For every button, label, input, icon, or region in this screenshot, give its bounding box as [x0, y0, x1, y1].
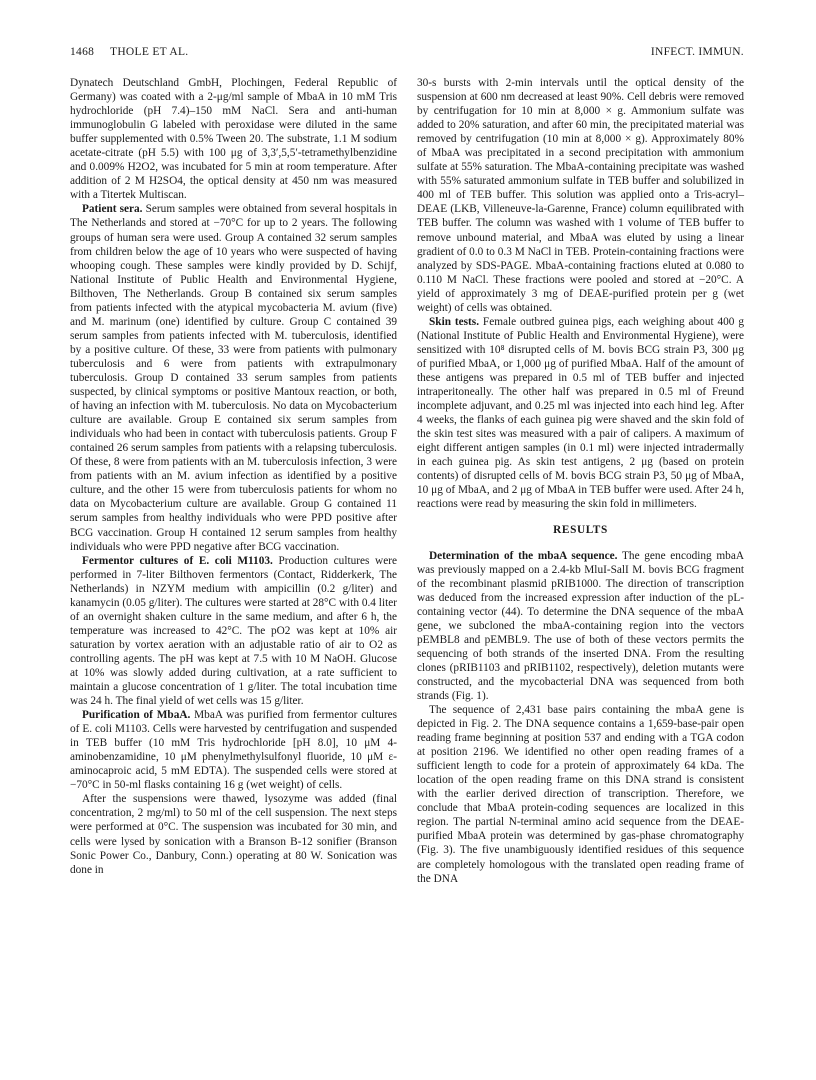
patient-sera-text: Serum samples were obtained from several hospitals in The Netherlands and stored at −70°C for up to 2 years. The following groups of human sera were used. Group A contained 32 serum samples from children below the age of 10 years who were suspected of having whooping cough. These samples were kindly provided by D. Schijf, National Institute of Public Health and Environmental Hygiene, Bilthoven, The Netherlands. Group B contained six serum samples from patients infected with the atypical mycobacteria M. avium (five) and M. marinum (one) identified by culture. Group C contained 39 serum samples from patients infected with M. tuberculosis, identified by a positive culture. Of these, 33 were from patients with pulmonary tuberculosis and 6 were from patients with extrapulmonary tuberculosis. Group D contained 33 serum samples from patients suspected, by clinical symptoms or positive Mantoux reaction, or both, of having an infection with M. tuberculosis. No data on Mycobacterium culture are available. Group E contained six serum samples from individuals who had been in contact with tuberculosis patients. Group F contained 26 serum samples from patients with a relapsing tuberculosis. Of these, 8 were from patients with an M. tuberculosis infection, 3 were from patients with an M. avium infection as identified by a positive culture, and the other 15 were from tuberculosis patients for whom no data on Mycobacterium culture are available. Group G contained 11 serum samples from healthy individuals who were PPD positive after BCG vaccination. Group H contained 12 serum samples from healthy individuals who were PPD negative after BCG vaccination. — [70, 203, 397, 553]
determination-heading: Determination of the mbaA sequence. — [429, 549, 618, 562]
determination-paragraph — [417, 549, 744, 704]
left-column — [70, 76, 397, 877]
patient-sera-heading: Patient sera. — [82, 203, 143, 216]
fermentor-paragraph — [70, 554, 397, 709]
determination-text: The gene encoding mbaA was previously mapped on a 2.4-kb MluI-SalI M. bovis BCG fragment of the recombinant plasmid pRIB1000. The direction of transcription was deduced from the increased expression after induction of the pL-containing vector (44). To determine the DNA sequence of the mbaA gene, we subcloned the mbaA-containing region into the vectors pEMBL8 and pEMBL9. The use of both of these vectors permits the sequencing of both strands of the inserted DNA. From the resulting clones (pRIB1103 and pRIB1102, respectively), deletion mutants were constructed, and the mycobacterial DNA was sequenced from both strands (Fig. 1). — [417, 549, 744, 702]
right-column — [417, 76, 744, 886]
purification-paragraph — [70, 708, 397, 792]
fermentor-text: Production cultures were performed in 7-liter Bilthoven fermentors (Contact, Ridderkerk, The Netherlands) in NZYM medium with ampicillin (0.2 g/liter) and kanamycin (0.05 g/liter). The cultures were started at 28°C with 0.4 liter of an overnight shaken culture in the same medium, and after 6 h, the temperature was increased to 42°C. The pO2 was kept at 10% air saturation by vortex aeration with an adjustable ratio of air to O2 as controlling agents. The pH was kept at 7.5 with 10 M NaOH. Glucose at 10% was slowly added during cultivation, at a rate sufficient to maintain a glucose concentration of 1 g/liter. The total incubation time was 24 h. The final yield of wet cells was 15 g/liter. — [70, 554, 397, 708]
skin-tests-paragraph — [417, 315, 744, 512]
purification-continuation: 30-s bursts with 2-min intervals until the optical density of the suspension at 600 nm decreased at least 90%. Cell debris were removed by centrifugation for 10 min at 8,000 × g. Ammonium sulfate was added to 20% saturation, and after 60 min, the precipitated material was removed by centrifugation (10 min at 8,000 × g). Approximately 80% of MbaA was precipitated in a second precipitation with ammonium sulfate at 55% saturation. The MbaA-containing precipitate was washed with 55% saturated ammonium sulfate in TEB buffer and solubilized in 400 ml of TEB buffer. This solution was applied onto a Tris-acryl–DEAE (LKB, Villeneuve-la-Garenne, France) column equilibrated with TEB buffer. The column was washed with 1 volume of TEB buffer to remove unbound material, and MbaA was eluted by using a linear gradient of 0.0 to 0.3 M NaCl in TEB. Protein-containing fractions were analyzed by SDS-PAGE. MbaA-containing fractions eluted at 0.080 to 0.110 M NaCl. These fractions were pooled and stored at −20°C. A yield of approximately 3 mg of DEAE-purified protein per g (wet weight) of cells was obtained. — [417, 77, 744, 314]
journal-name: INFECT. IMMUN. — [650, 46, 744, 58]
patient-sera-paragraph — [70, 202, 397, 553]
results-heading: RESULTS — [553, 524, 608, 537]
purification-text: MbaA was purified from fermentor cultures of E. coli M1103. Cells were harvested by centrifugation and suspended in TEB buffer (10 mM Tris hydrochloride [pH 8.0], 10 μM 4-aminobenzamidine, 10 μM phenylmethylsulfonyl fluoride, 10 μM ε-aminocaproic acid, 5 mM EDTA). The suspended cells were stored at −70°C in 50-ml flasks containing 16 g (wet weight) of cells. — [70, 709, 397, 792]
sequence-paragraph: The sequence of 2,431 base pairs containing the mbaA gene is depicted in Fig. 2. The DNA sequence contains a 1,659-base-pair open reading frame beginning at position 537 and ending with a TGA codon at position 2196. We identified no other open reading frames of a sufficient length to code for a protein of approximately 64 kDa. The location of the open reading frame on this DNA strand is consistent with the earlier derived direction of transcription. Therefore, we conclude that MbaA protein-coding sequences are localized in this region. The partial N-terminal amino acid sequence from the DEAE-purified MbaA protein was determined by gas-phase chromatography (Fig. 3). The five unambiguously identified residues of this sequence are completely homologous with the translated open reading frame of the DNA — [417, 704, 744, 885]
purification-heading: Purification of MbaA. — [82, 709, 191, 722]
skin-tests-text: Female outbred guinea pigs, each weighing about 400 g (National Institute of Public Health and Environmental Hygiene), were sensitized with 10⁸ disrupted cells of M. bovis BCG strain P3, 300 μg of purified MbaA, or 1,000 μg of purified MbaA. Half of the amount of these antigens was prepared in 0.5 ml of TEB buffer and injected intraperitoneally. The other half was prepared in 0.5 ml of Freund incomplete adjuvant, and 0.25 ml was injected into each hind leg. After 4 weeks, the flanks of each guinea pig were shaved and the skin fold of the skin test sites was measured with a pair of calipers. A maximum of eight different antigen samples (in 0.1 ml) were injected intradermally in each guinea pig. As skin test antigens, 2 μg (based on protein contents) of disrupted cells of M. bovis BCG strain P3, 50 μg of MbaA, 10 μg of MbaA, and 2 μg of MbaA in TEB buffer were used. After 24 h, reactions were read by measuring the skin fold in millimeters. — [417, 315, 744, 511]
purification-paragraph-2: After the suspensions were thawed, lysozyme was added (final concentration, 2 mg/ml) to 50 ml of the cell suspension. The next steps were performed at 0°C. The suspension was incubated for 30 min, and cells were lysed by sonication with a Branson B-12 sonifier (Branson Sonic Power Co., Danbury, Conn.) operating at 80 W. Sonication was done in — [70, 793, 397, 876]
skin-tests-heading: Skin tests. — [429, 315, 480, 328]
fermentor-heading: Fermentor cultures of E. coli M1103. — [82, 554, 273, 567]
page-number: 1468 — [70, 46, 95, 58]
running-authors: THOLE ET AL. — [110, 46, 189, 58]
elisa-paragraph: Dynatech Deutschland GmbH, Plochingen, Federal Republic of Germany) was coated with a 2-μg/ml sample of MbaA in 10 mM Tris hydrochloride (pH 7.4)–150 mM NaCl. Sera and anti-human immunoglobulin G labeled with peroxidase were diluted in the same buffer supplemented with 0.5% Tween 20. The substrate, 1.1 M sodium acetate-citrate (pH 5.5) with 100 μg of 3,3′,5,5′-tetramethylbenzidine and 0.009% H2O2, was incubated for 5 min at room temperature. After addition of 2 M H2SO4, the optical density at 450 nm was measured with a Titertek Multiscan. — [70, 77, 397, 202]
page-header — [70, 46, 744, 62]
